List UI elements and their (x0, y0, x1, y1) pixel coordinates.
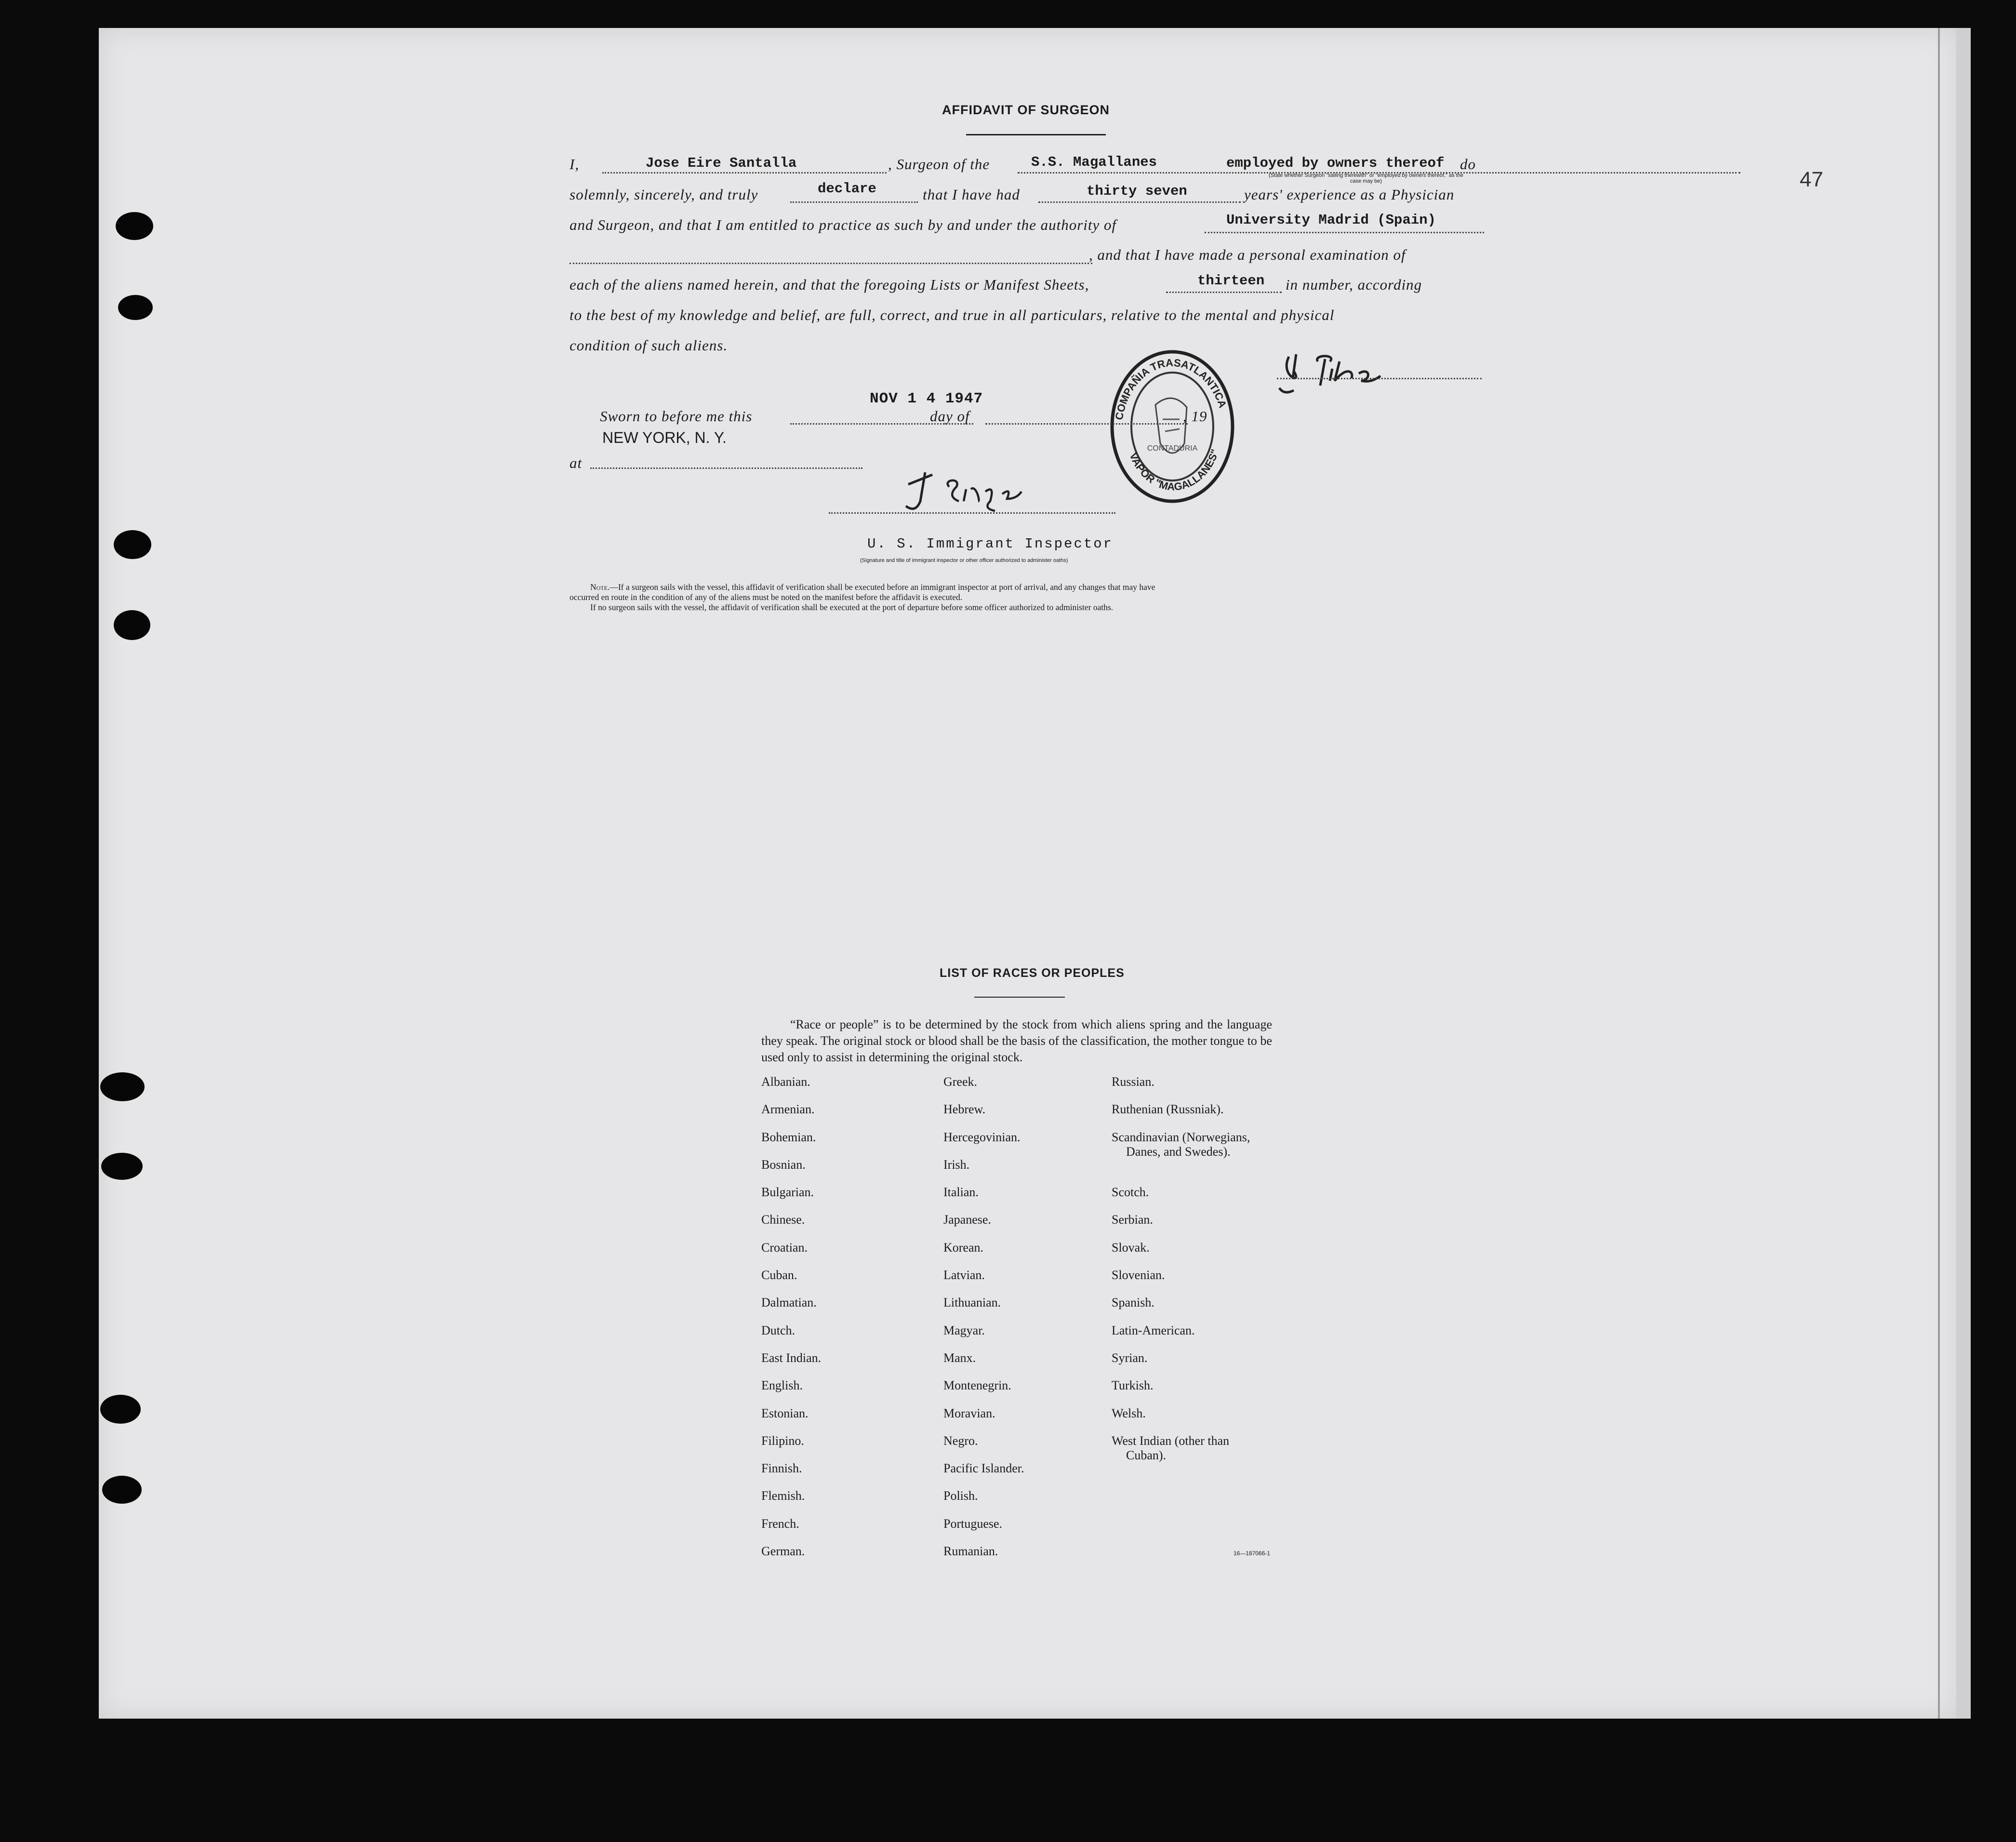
race-item: Slovak. (1112, 1240, 1150, 1255)
race-item: Scotch. (1112, 1185, 1149, 1200)
inspector-title: U. S. Immigrant Inspector (867, 536, 1114, 552)
years-field: thirty seven (1087, 183, 1187, 199)
race-item: Lithuanian. (943, 1295, 1001, 1310)
vessel-name-field: S.S. Magallanes (1031, 154, 1157, 170)
races-column-1 (761, 1075, 821, 1572)
race-item: Russian. (1112, 1075, 1154, 1089)
title-rule (966, 134, 1106, 135)
form-code: 16—187066-1 (1233, 1550, 1271, 1557)
race-item: Syrian. (1112, 1350, 1148, 1365)
declare-field: declare (818, 181, 876, 197)
page-number: 47 (1800, 168, 1823, 191)
race-item: Estonian. (761, 1406, 809, 1420)
race-item: Croatian. (761, 1240, 808, 1255)
blank-line (590, 467, 862, 469)
race-item: Rumanian. (943, 1544, 998, 1559)
race-item: Filipino. (761, 1433, 804, 1448)
note-text-1: —If a surgeon sails with the vessel, this affidavit of verification shall be executed before an immigrant inspector at port of arrival, and any changes that may have (610, 582, 1155, 592)
race-item: Hercegovinian. (943, 1130, 1021, 1144)
place-stamp: NEW YORK, N. Y. (602, 429, 727, 446)
race-item: Scandinavian (Norwegians, (1112, 1130, 1250, 1144)
race-item: Cuban. (761, 1268, 797, 1282)
race-item: Moravian. (943, 1406, 995, 1420)
punch-hole (114, 530, 151, 559)
blank-line (1038, 201, 1241, 203)
page-fold-line (1938, 28, 1940, 1719)
inspector-hint: (Signature and title of immigrant inspector or other officer authorized to administer oaths) (860, 558, 1068, 563)
race-item: Latvian. (943, 1268, 985, 1282)
race-item: Polish. (943, 1489, 978, 1503)
text-i: I, (570, 156, 580, 173)
note-line-1 (590, 582, 1155, 592)
race-item: Turkish. (1112, 1378, 1154, 1393)
text-at: at (570, 454, 583, 471)
punch-hole (102, 1476, 142, 1504)
text-personal-examination: , and that I have made a personal examination of (1089, 246, 1406, 263)
races-column-3 (1112, 1075, 1250, 1476)
text-surgeon-of: , Surgeon of the (888, 156, 990, 173)
text-condition-of-aliens: condition of such aliens. (570, 337, 728, 354)
race-item: Latin-American. (1112, 1323, 1195, 1337)
race-item: Hebrew. (943, 1102, 986, 1117)
race-item: Spanish. (1112, 1295, 1154, 1310)
race-item: Finnish. (761, 1461, 802, 1476)
text-solemnly: solemnly, sincerely, and truly (570, 186, 758, 203)
punch-hole (100, 1072, 145, 1101)
date-stamp: NOV 1 4 1947 (870, 390, 983, 407)
blank-line (602, 172, 887, 174)
punch-hole (100, 1395, 141, 1424)
note-line-2: occurred en route in the condition of any of the aliens must be noted on the manifest before the affidavit is executed. (570, 592, 963, 602)
race-item: Slovenian. (1112, 1268, 1165, 1282)
race-item: East Indian. (761, 1350, 822, 1365)
races-rule (974, 997, 1065, 998)
race-item: Dalmatian. (761, 1295, 817, 1310)
race-item: Chinese. (761, 1213, 805, 1227)
punch-hole (116, 212, 153, 240)
svg-text:COMPAÑIA TRASATLANTICA: COMPAÑIA TRASATLANTICA (1113, 356, 1229, 421)
races-column-2 (943, 1075, 1024, 1572)
punch-hole (118, 295, 153, 320)
races-title: LIST OF RACES OR PEOPLES (940, 966, 1125, 980)
race-item: Irish. (943, 1157, 970, 1172)
text-that-i-have-had: that I have had (923, 186, 1020, 203)
race-item: Montenegrin. (943, 1378, 1011, 1393)
surgeon-signature (1274, 342, 1414, 403)
race-item: West Indian (other than (1112, 1433, 1230, 1448)
text-years-experience: years' experience as a Physician (1244, 186, 1455, 203)
race-item: Armenian. (761, 1102, 815, 1117)
race-item: Dutch. (761, 1323, 796, 1337)
race-item: Serbian. (1112, 1213, 1153, 1227)
race-item: Manx. (943, 1350, 976, 1365)
race-item: French. (761, 1516, 799, 1531)
race-item: Bulgarian. (761, 1185, 814, 1200)
note-line-3: If no surgeon sails with the vessel, the affidavit of verification shall be executed at the port of departure before some officer authorized to administer oaths. (590, 602, 1114, 612)
race-item: Cuban). (1126, 1448, 1167, 1462)
text-year: , 19 (1183, 408, 1207, 425)
blank-line (1166, 292, 1282, 293)
blank-line (790, 201, 918, 203)
blank-line (985, 423, 1188, 425)
race-item: English. (761, 1378, 803, 1393)
race-item: Magyar. (943, 1323, 985, 1337)
blank-line (1205, 232, 1484, 233)
punch-hole (101, 1153, 143, 1180)
race-item: Negro. (943, 1433, 978, 1448)
bleed-through-header (164, 92, 196, 125)
inspector-signature-line (829, 512, 1115, 514)
affidavit-title: AFFIDAVIT OF SURGEON (942, 103, 1110, 117)
race-item: Albanian. (761, 1075, 810, 1089)
race-item: Korean. (943, 1240, 984, 1255)
text-best-of-knowledge: to the best of my knowledge and belief, are full, correct, and true in all particulars, relative to the mental and physical (570, 307, 1335, 323)
race-item: Flemish. (761, 1489, 805, 1503)
blank-line (570, 263, 1092, 264)
text-in-number: in number, according (1286, 276, 1422, 293)
authority-field: University Madrid (Spain) (1226, 212, 1436, 228)
race-item: Danes, and Swedes). (1126, 1144, 1231, 1159)
race-item: Japanese. (943, 1213, 991, 1227)
races-intro: “Race or people” is to be determined by the stock from which aliens spring and the language they speak. The original stock or blood shall be the basis of the classification, the mother tongue to be used only to assist in determining the original stock. (761, 1017, 1272, 1064)
text-do: do (1460, 156, 1476, 173)
text-and-surgeon: and Surgeon, and that I am entitled to practice as such by and under the authority of (570, 216, 1117, 233)
signature-line (1277, 378, 1482, 379)
text-sworn-to: Sworn to before me this (600, 408, 753, 425)
page-edge (1956, 28, 1971, 1719)
race-item: Greek. (943, 1075, 978, 1089)
race-item: Ruthenian (Russniak). (1112, 1102, 1224, 1117)
race-item: German. (761, 1544, 805, 1559)
race-item: Welsh. (1112, 1406, 1146, 1420)
race-item: Pacific Islander. (943, 1461, 1024, 1476)
race-item: Bosnian. (761, 1157, 806, 1172)
note-lead: Note. (590, 582, 610, 592)
text-day-of: day of (930, 408, 970, 425)
surgeon-name-field: Jose Eire Santalla (646, 155, 797, 171)
employment-hint: (State whether Surgeon "sailing therewith" or "employed by owners thereof," as the case may be) (1269, 173, 1463, 184)
race-item: Portuguese. (943, 1516, 1003, 1531)
punch-hole (114, 610, 150, 640)
sheets-count-field: thirteen (1197, 273, 1265, 289)
svg-text:CONTADURIA: CONTADURIA (1147, 444, 1198, 453)
text-each-of-the-aliens: each of the aliens named herein, and that the foregoing Lists or Manifest Sheets, (570, 276, 1089, 293)
svg-text:VAPOR "MAGALLANES": VAPOR "MAGALLANES" (1127, 447, 1221, 493)
race-item: Italian. (943, 1185, 979, 1200)
ship-seal-stamp (1107, 347, 1237, 508)
race-item: Bohemian. (761, 1130, 816, 1144)
employment-field: employed by owners thereof (1226, 155, 1445, 171)
